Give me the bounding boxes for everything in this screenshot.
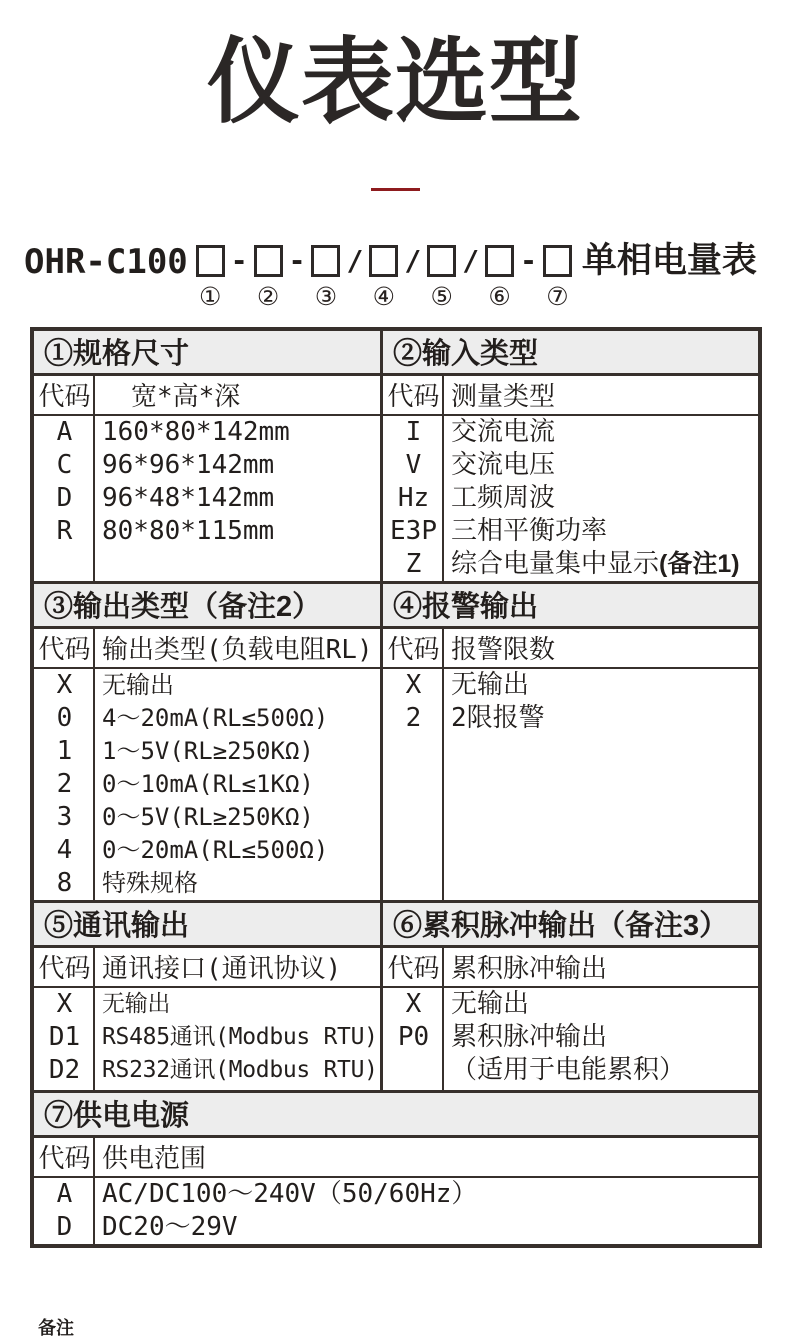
row-desc: 无输出 (102, 670, 174, 699)
code-header: 代码 (38, 635, 91, 666)
row-desc-text: 综合电量集中显示 (451, 548, 660, 579)
table-row (34, 482, 380, 515)
section-alarm-output (383, 584, 758, 900)
model-suffix: 单相电量表 (581, 240, 757, 280)
section-title: ①规格尺寸 (34, 331, 380, 376)
row-code: X (56, 988, 73, 1019)
section-body (34, 376, 380, 581)
model-separator: - (288, 243, 306, 277)
table-row (34, 416, 380, 449)
row-code (383, 1054, 444, 1087)
model-slot-4 (369, 245, 398, 310)
model-slot-6 (485, 245, 514, 310)
row-desc: 交流电流 (451, 416, 556, 447)
column-header-row (383, 948, 758, 988)
table-row (34, 449, 380, 482)
table-row (383, 416, 758, 449)
column-divider (93, 629, 95, 900)
option-box-1 (196, 245, 225, 277)
table-row (383, 1021, 758, 1054)
desc-header: 报警限数 (451, 635, 556, 666)
row-desc: 1～5V(RL≥250KΩ) (102, 736, 314, 765)
table-row (34, 867, 380, 900)
row-desc: RS232通讯(Modbus RTU) (102, 1056, 378, 1083)
row-desc: 无输出 (451, 988, 530, 1019)
row-code: 1 (56, 735, 73, 766)
column-divider (442, 376, 444, 581)
clipped-note-text: 备注 (38, 1318, 74, 1338)
model-separator: / (346, 243, 364, 277)
row-code: C (56, 449, 73, 480)
option-box-3 (311, 245, 340, 277)
desc-header: 通讯接口(通讯协议) (102, 954, 342, 985)
table-row (383, 515, 758, 548)
desc-header: 宽*高*深 (131, 382, 241, 413)
table-row (34, 801, 380, 834)
desc-header: 测量类型 (451, 382, 556, 413)
row-desc: 0～5V(RL≥250KΩ) (102, 802, 314, 831)
row-code: X (405, 988, 422, 1019)
row-desc: RS485通讯(Modbus RTU) (102, 1023, 378, 1050)
row-code: I (405, 416, 422, 447)
code-header: 代码 (38, 1144, 91, 1175)
desc-header: 供电范围 (102, 1144, 207, 1175)
section-title: ⑥累积脉冲输出（备注3） (383, 903, 758, 948)
slot-number-1: ① (199, 281, 222, 311)
table-row (34, 515, 380, 548)
row-desc: 2限报警 (451, 702, 545, 733)
row-desc: 4～20mA(RL≤500Ω) (102, 703, 329, 732)
column-header-row (34, 948, 380, 988)
slot-number-3: ③ (314, 281, 338, 311)
row-code: 8 (56, 867, 73, 898)
code-header: 代码 (387, 954, 440, 985)
table-row (34, 735, 380, 768)
table-row (383, 482, 758, 515)
row-desc: 0～20mA(RL≤500Ω) (102, 835, 329, 864)
table-row (383, 1054, 758, 1087)
column-divider (93, 948, 95, 1090)
red-divider (371, 188, 420, 191)
table-row (34, 702, 380, 735)
code-header: 代码 (38, 382, 91, 413)
row-code: 2 (405, 702, 422, 733)
row-code: D (56, 482, 73, 513)
desc-header: 输出类型(负载电阻RL) (102, 635, 373, 666)
slot-number-6: ⑥ (488, 281, 511, 311)
table-row (34, 669, 380, 702)
table-row (383, 548, 758, 581)
model-prefix: OHR-C100 (24, 241, 188, 282)
option-box-5 (427, 245, 456, 277)
code-header: 代码 (387, 382, 440, 413)
table-row (383, 988, 758, 1021)
option-box-6 (485, 245, 514, 277)
table-row (34, 1054, 380, 1087)
section-body (383, 376, 758, 581)
row-code: 3 (56, 801, 73, 832)
page-title: 仪表选型 (207, 30, 583, 134)
row-code: Hz (397, 482, 430, 513)
column-header-row (34, 629, 380, 669)
row-desc: 80*80*115mm (102, 515, 275, 546)
table-row (34, 768, 380, 801)
slot-number-4: ④ (372, 281, 396, 311)
row-desc: 累积脉冲输出 (451, 1021, 608, 1052)
table-row (383, 702, 758, 735)
row-code: D2 (48, 1054, 81, 1085)
row-desc: DC20～29V (102, 1211, 238, 1242)
code-header: 代码 (38, 954, 91, 985)
model-slot-1 (196, 245, 225, 310)
section-body (34, 948, 380, 1090)
selection-table (30, 327, 762, 1248)
row-code: 0 (56, 702, 73, 733)
table-band-1 (34, 331, 758, 581)
row-desc: 无输出 (451, 669, 530, 700)
column-divider (442, 629, 444, 900)
section-pulse-output (383, 903, 758, 1090)
row-desc: 工频周波 (451, 482, 556, 513)
section-comm-output (34, 903, 383, 1090)
code-header: 代码 (387, 635, 440, 666)
row-code: E3P (390, 515, 437, 546)
column-header-row (34, 376, 380, 416)
row-code: X (405, 669, 422, 700)
row-desc: 96*48*142mm (102, 482, 275, 513)
column-header-row (383, 376, 758, 416)
section-power-supply (34, 1093, 758, 1244)
section-title: ③输出类型（备注2） (34, 584, 380, 629)
column-divider (442, 948, 444, 1090)
slot-number-5: ⑤ (430, 281, 453, 311)
option-box-4 (369, 245, 398, 277)
section-spec-size (34, 331, 383, 581)
row-desc: （适用于电能累积） (451, 1054, 686, 1085)
row-code: D (56, 1211, 73, 1242)
row-code: D1 (48, 1021, 81, 1052)
section-body (34, 629, 380, 900)
model-slot-7 (543, 245, 572, 310)
table-row (383, 669, 758, 702)
column-header-row (383, 629, 758, 669)
section-title: ④报警输出 (383, 584, 758, 629)
row-desc: 无输出 (102, 990, 171, 1017)
column-divider (93, 376, 95, 581)
row-desc-note: (备注1) (659, 549, 740, 578)
section-body (34, 1138, 758, 1244)
desc-header: 累积脉冲输出 (451, 954, 608, 985)
row-code: Z (405, 548, 422, 579)
model-separator: - (230, 243, 248, 277)
row-code: 2 (56, 768, 73, 799)
row-code: A (56, 416, 73, 447)
model-slot-3 (311, 245, 340, 310)
row-desc: 特殊规格 (102, 868, 198, 897)
model-separator: - (520, 243, 537, 277)
table-band-4 (34, 1090, 758, 1244)
model-slot-5 (427, 245, 456, 310)
section-title: ⑦供电电源 (34, 1093, 758, 1138)
row-desc: 160*80*142mm (102, 416, 290, 447)
catalog-page (0, 30, 790, 1338)
table-row (34, 1211, 758, 1244)
row-desc (444, 548, 758, 581)
section-title: ⑤通讯输出 (34, 903, 380, 948)
section-body (383, 948, 758, 1090)
row-code: R (56, 515, 73, 546)
option-box-7 (543, 245, 572, 277)
row-code: V (405, 449, 422, 480)
table-band-3 (34, 900, 758, 1090)
column-divider (93, 1138, 95, 1244)
column-header-row (34, 1138, 758, 1178)
table-row (34, 988, 380, 1021)
row-desc: 0～10mA(RL≤1KΩ) (102, 769, 314, 798)
table-row (383, 449, 758, 482)
model-code-line (24, 240, 790, 311)
row-desc: 交流电压 (451, 449, 556, 480)
section-body (383, 629, 758, 900)
row-code: A (56, 1178, 73, 1209)
model-separator: / (462, 243, 480, 277)
model-separator: / (404, 243, 422, 277)
table-row (34, 1021, 380, 1054)
section-title: ②输入类型 (383, 331, 758, 376)
row-desc: AC/DC100～240V（50/60Hz） (102, 1178, 478, 1209)
row-desc: 96*96*142mm (102, 449, 275, 480)
slot-number-7: ⑦ (546, 281, 569, 311)
section-output-type (34, 584, 383, 900)
slot-number-2: ② (256, 281, 280, 311)
row-code: 4 (56, 834, 73, 865)
table-band-2 (34, 581, 758, 900)
option-box-2 (254, 245, 283, 277)
row-code: X (56, 669, 73, 700)
model-slot-2 (254, 245, 283, 310)
row-code: P0 (397, 1021, 430, 1052)
row-desc: 三相平衡功率 (451, 515, 608, 546)
table-row (34, 834, 380, 867)
table-row (34, 1178, 758, 1211)
section-input-type (383, 331, 758, 581)
